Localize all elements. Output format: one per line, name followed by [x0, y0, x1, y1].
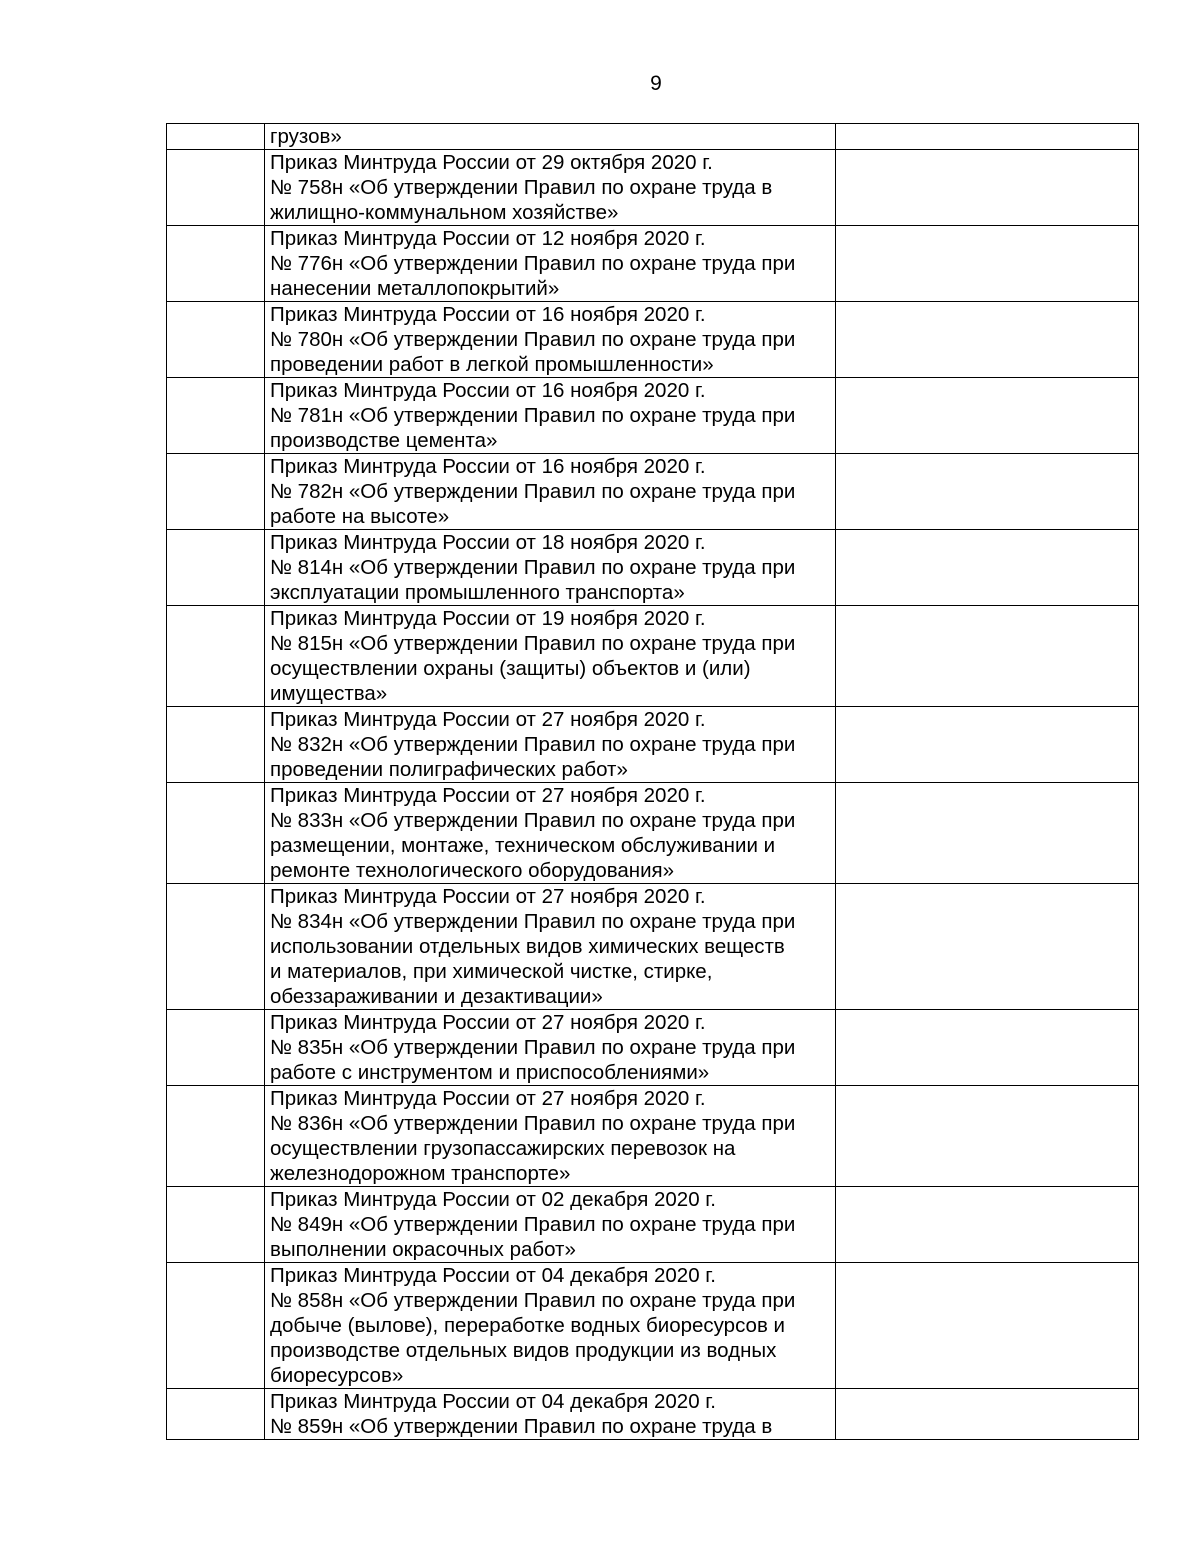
document-title-line: биоресурсов» [270, 1364, 404, 1387]
number-cell [167, 1086, 265, 1187]
document-title-line: Приказ Минтруда России от 16 ноября 2020 г. [270, 455, 706, 478]
note-cell [836, 302, 1139, 378]
document-title-line: Приказ Минтруда России от 27 ноября 2020 г. [270, 1087, 706, 1110]
document-title-line: имущества» [270, 682, 388, 705]
document-title-line: Приказ Минтруда России от 04 декабря 2020 г. [270, 1390, 716, 1413]
document-title-line: работе на высоте» [270, 505, 450, 528]
number-cell [167, 707, 265, 783]
number-cell [167, 302, 265, 378]
table-row [167, 1010, 1139, 1086]
note-cell [836, 378, 1139, 454]
table-row [167, 707, 1139, 783]
document-title-line: и материалов, при химической чистке, стирке, [270, 960, 713, 983]
document-title-line: Приказ Минтруда России от 16 ноября 2020 г. [270, 303, 706, 326]
document-title-line: № 858н «Об утверждении Правил по охране труда при [270, 1289, 796, 1312]
document-title-line: Приказ Минтруда России от 27 ноября 2020 г. [270, 708, 706, 731]
table-row [167, 1389, 1139, 1440]
number-cell [167, 1263, 265, 1389]
document-title-line: использовании отдельных видов химических веществ [270, 935, 785, 958]
table-row [167, 1086, 1139, 1187]
document-title-cell [265, 1389, 836, 1440]
table-row [167, 1263, 1139, 1389]
document-title-line: Приказ Минтруда России от 27 ноября 2020 г. [270, 1011, 706, 1034]
document-title-line: № 835н «Об утверждении Правил по охране труда при [270, 1036, 796, 1059]
document-title-line: осуществлении охраны (защиты) объектов и (или) [270, 657, 751, 680]
document-title-cell [265, 783, 836, 884]
document-title-line: № 833н «Об утверждении Правил по охране труда при [270, 809, 796, 832]
document-title-cell [265, 378, 836, 454]
document-title-line: Приказ Минтруда России от 27 ноября 2020 г. [270, 784, 706, 807]
table-row [167, 530, 1139, 606]
document-title-line: обеззараживании и дезактивации» [270, 985, 603, 1008]
document-title-line: осуществлении грузопассажирских перевозок на [270, 1137, 736, 1160]
note-cell [836, 884, 1139, 1010]
regulations-table [166, 123, 1139, 1440]
document-title-cell [265, 1187, 836, 1263]
number-cell [167, 783, 265, 884]
note-cell [836, 454, 1139, 530]
document-title-line: № 815н «Об утверждении Правил по охране труда при [270, 632, 796, 655]
document-title-cell [265, 302, 836, 378]
table-row [167, 150, 1139, 226]
document-title-line: добыче (вылове), переработке водных биоресурсов и [270, 1314, 785, 1337]
document-title-cell [265, 124, 836, 150]
number-cell [167, 378, 265, 454]
note-cell [836, 530, 1139, 606]
document-title-line: № 836н «Об утверждении Правил по охране труда при [270, 1112, 796, 1135]
table-row [167, 783, 1139, 884]
document-title-line: Приказ Минтруда России от 12 ноября 2020 г. [270, 227, 706, 250]
document-title-line: выполнении окрасочных работ» [270, 1238, 576, 1261]
number-cell [167, 606, 265, 707]
number-cell [167, 226, 265, 302]
number-cell [167, 150, 265, 226]
document-title-cell [265, 1263, 836, 1389]
note-cell [836, 606, 1139, 707]
table-row [167, 378, 1139, 454]
document-title-cell [265, 454, 836, 530]
number-cell [167, 530, 265, 606]
table-row [167, 884, 1139, 1010]
note-cell [836, 1086, 1139, 1187]
document-title-cell [265, 1086, 836, 1187]
document-title-line: № 834н «Об утверждении Правил по охране труда при [270, 910, 796, 933]
note-cell [836, 783, 1139, 884]
number-cell [167, 1389, 265, 1440]
number-cell [167, 884, 265, 1010]
document-title-line: № 781н «Об утверждении Правил по охране труда при [270, 404, 796, 427]
document-title-line: проведении работ в легкой промышленности» [270, 353, 714, 376]
document-title-line: работе с инструментом и приспособлениями» [270, 1061, 710, 1084]
document-title-line: проведении полиграфических работ» [270, 758, 628, 781]
number-cell [167, 124, 265, 150]
document-title-line: жилищно-коммунальном хозяйстве» [270, 201, 619, 224]
document-title-cell [265, 530, 836, 606]
document-title-line: Приказ Минтруда России от 16 ноября 2020 г. [270, 379, 706, 402]
document-title-line: № 814н «Об утверждении Правил по охране труда при [270, 556, 796, 579]
document-title-cell [265, 707, 836, 783]
document-title-line: № 758н «Об утверждении Правил по охране труда в [270, 176, 773, 199]
document-title-line: № 832н «Об утверждении Правил по охране труда при [270, 733, 796, 756]
note-cell [836, 1389, 1139, 1440]
document-title-line: размещении, монтаже, техническом обслуживании и [270, 834, 776, 857]
note-cell [836, 226, 1139, 302]
document-title-line: ремонте технологического оборудования» [270, 859, 675, 882]
note-cell [836, 1010, 1139, 1086]
document-title-cell [265, 150, 836, 226]
document-title-cell [265, 1010, 836, 1086]
document-title-line: Приказ Минтруда России от 04 декабря 2020 г. [270, 1264, 716, 1287]
number-cell [167, 454, 265, 530]
document-title-line: № 776н «Об утверждении Правил по охране труда при [270, 252, 796, 275]
document-title-line: № 780н «Об утверждении Правил по охране труда при [270, 328, 796, 351]
note-cell [836, 124, 1139, 150]
document-title-line: производстве цемента» [270, 429, 498, 452]
document-title-line: Приказ Минтруда России от 18 ноября 2020 г. [270, 531, 706, 554]
note-cell [836, 150, 1139, 226]
document-title-line: Приказ Минтруда России от 19 ноября 2020 г. [270, 607, 706, 630]
document-title-line: нанесении металлопокрытий» [270, 277, 560, 300]
table-row [167, 454, 1139, 530]
document-title-line: № 782н «Об утверждении Правил по охране труда при [270, 480, 796, 503]
document-title-line: Приказ Минтруда России от 29 октября 2020 г. [270, 151, 713, 174]
document-title-line: производстве отдельных видов продукции из водных [270, 1339, 777, 1362]
number-cell [167, 1187, 265, 1263]
document-title-line: Приказ Минтруда России от 27 ноября 2020 г. [270, 885, 706, 908]
document-title-line: железнодорожном транспорте» [270, 1162, 571, 1185]
table-row [167, 606, 1139, 707]
document-title-cell [265, 226, 836, 302]
table-row [167, 1187, 1139, 1263]
note-cell [836, 1263, 1139, 1389]
document-title-line: № 859н «Об утверждении Правил по охране труда в [270, 1415, 773, 1438]
document-title-cell [265, 884, 836, 1010]
document-title-line: эксплуатации промышленного транспорта» [270, 581, 685, 604]
table-row [167, 226, 1139, 302]
document-title-line: Приказ Минтруда России от 02 декабря 2020 г. [270, 1188, 716, 1211]
note-cell [836, 707, 1139, 783]
document-title-line: грузов» [270, 125, 342, 148]
table-body [167, 124, 1139, 1440]
note-cell [836, 1187, 1139, 1263]
table-row [167, 302, 1139, 378]
document-title-line: № 849н «Об утверждении Правил по охране труда при [270, 1213, 796, 1236]
number-cell [167, 1010, 265, 1086]
document-title-cell [265, 606, 836, 707]
table-row [167, 124, 1139, 150]
page-number: 9 [650, 72, 662, 95]
